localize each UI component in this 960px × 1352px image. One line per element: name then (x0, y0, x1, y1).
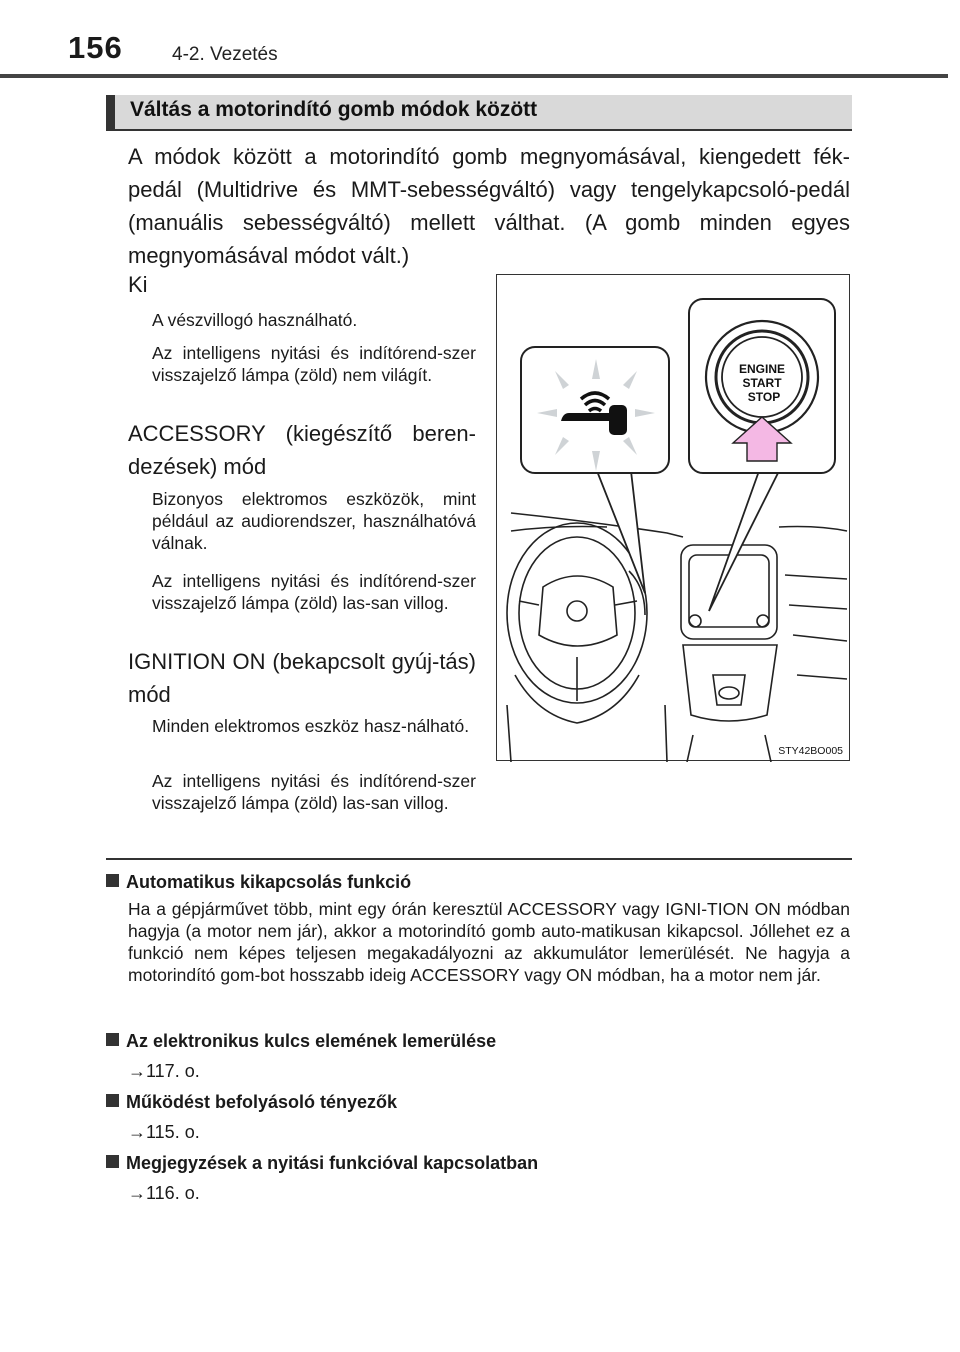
mode-ignition-line-2: Az intelligens nyitási és indítórend-szer visszajelző lámpa (zöld) las-san villog. (152, 771, 476, 813)
note-heading-factors: Működést befolyásoló tényezők (106, 1090, 852, 1114)
note-heading-battery: Az elektronikus kulcs elemének lemerülése (106, 1029, 852, 1053)
image-code: STY42BO005 (778, 745, 843, 757)
note-heading-entry-function: Megjegyzések a nyitási funkcióval kapcsolatban (106, 1151, 852, 1175)
mode-title-off: Ki (128, 272, 148, 297)
engine-button-label-1: ENGINE (738, 362, 786, 376)
mode-off-line-2: Az intelligens nyitási és indítórend-szer visszajelző lámpa (zöld) nem világít. (152, 343, 476, 385)
mode-off-line-1: A vészvillogó használható. (152, 310, 358, 330)
square-bullet-icon (106, 1094, 119, 1107)
section-reference: 4-2. Vezetés (172, 44, 278, 65)
steering-wheel-drawing (507, 513, 683, 762)
note-heading-auto-off: Automatikus kikapcsolás funkció (106, 870, 852, 894)
square-bullet-icon (106, 874, 119, 887)
callout-pointer-indicator (597, 471, 645, 593)
section-heading-bar (106, 95, 852, 131)
engine-button-label-2: START (742, 376, 782, 390)
note-ref-battery: →117. o. (128, 1061, 200, 1081)
note-ref-entry-function: →116. o. (128, 1183, 200, 1203)
square-bullet-icon (106, 1033, 119, 1046)
mode-ignition-line-1: Minden elektromos eszköz hasz-nálható. (152, 716, 470, 736)
page-number: 156 (68, 30, 123, 65)
mode-title-accessory: ACCESSORY (kiegészítő beren-dezések) mód (128, 421, 476, 479)
mode-accessory-line-1: Bizonyos elektromos eszközök, mint például az audiorendszer, használhatóvá válnak. (152, 489, 476, 553)
mode-title-ignition: IGNITION ON (bekapcsolt gyúj-tás) mód (128, 649, 476, 707)
dashboard-drawing (497, 275, 851, 762)
dashboard-illustration (496, 274, 850, 761)
heading-marker (106, 95, 115, 131)
section-heading: Váltás a motorindító gomb módok között (130, 98, 538, 121)
intro-paragraph: A módok között a motorindító gomb megnyomásával, kiengedett fék-pedál (Multidrive és MMT-sebességváltó) vagy tengelykapcsoló-pedál (manuális sebességváltó) mellett válthat. (A gomb minden egyes megnyomásával módot vált.) (128, 144, 850, 268)
center-console-drawing (681, 527, 847, 763)
note-text-auto-off: Ha a gépjárművet több, mint egy órán keresztül ACCESSORY vagy IGNI-TION ON módban hagyja (a motor nem jár), akkor a motorindító gomb auto-matikusan kikapcsol. Jóllehet ez a funkció nem képes teljesen megakadályozni az akkumulátor lemerülését. Ne hagyja a motorindító gom-bot hosszabb ideig ACCESSORY vagy ON módban, ha a motor nem jár. (128, 899, 850, 985)
square-bullet-icon (106, 1155, 119, 1168)
mode-accessory-line-2: Az intelligens nyitási és indítórend-szer visszajelző lámpa (zöld) las-san villog. (152, 571, 476, 613)
header-rule (0, 74, 948, 78)
note-ref-factors: →115. o. (128, 1122, 200, 1142)
engine-button-label-3: STOP (747, 390, 781, 404)
notes-divider (106, 858, 852, 860)
